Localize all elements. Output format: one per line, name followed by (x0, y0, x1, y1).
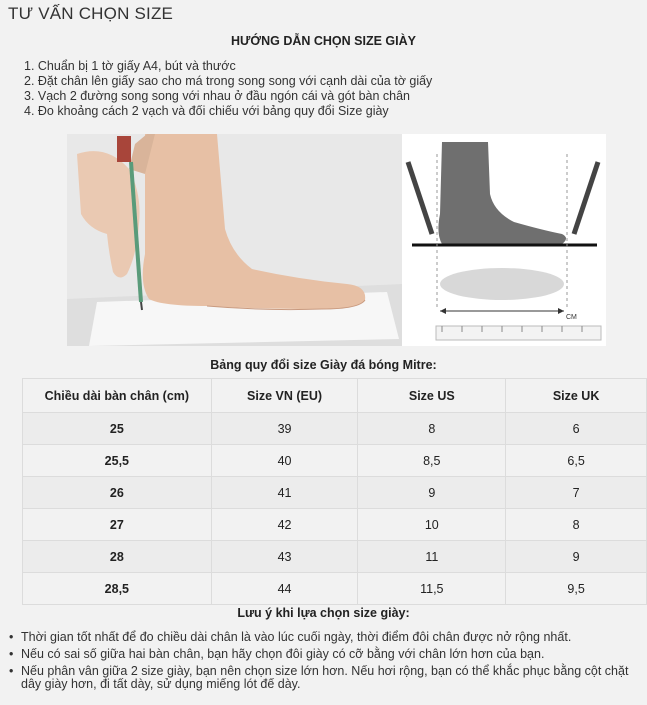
table-cell: 43 (211, 541, 358, 573)
table-cell: 6 (506, 413, 647, 445)
page-title: TƯ VẤN CHỌN SIZE (8, 4, 174, 23)
measurement-diagram (402, 134, 606, 346)
note-item (8, 648, 644, 661)
note-text: Nếu có sai số giữa hai bàn chân, bạn hãy chọn đôi giày có cỡ bằng với chân lớn hơn của bạn. (21, 647, 545, 661)
table-header-row (23, 379, 647, 413)
table-cell: 26 (23, 477, 212, 509)
table-row (23, 573, 647, 605)
table-cell: 28,5 (23, 573, 212, 605)
table-row (23, 445, 647, 477)
notes-title: Lưu ý khi lựa chọn size giày: (237, 606, 410, 620)
column-header: Chiều dài bàn chân (cm) (23, 379, 212, 413)
step-item: 4. Đo khoảng cách 2 vạch và đối chiếu với bảng quy đổi Size giày (24, 104, 389, 118)
steps-list (24, 59, 432, 119)
table-cell: 27 (23, 509, 212, 541)
step-item: 1. Chuẩn bị 1 tờ giấy A4, bút và thước (24, 59, 236, 73)
column-header: Size UK (506, 379, 647, 413)
table-title: Bảng quy đổi size Giày đá bóng Mitre: (210, 358, 437, 372)
table-cell: 25 (23, 413, 212, 445)
table-cell: 28 (23, 541, 212, 573)
table-cell: 25,5 (23, 445, 212, 477)
table-cell: 9 (358, 477, 506, 509)
table-cell: 11 (358, 541, 506, 573)
measurement-illustration (67, 134, 606, 346)
note-text: Nếu phân vân giữa 2 size giày, bạn nên chọn size lớn hơn. Nếu hơi rộng, bạn có thể khắc phục bằng cột chặt dây giày hơn, đi tất dày, sử dụng miếng lót đế dày. (21, 664, 629, 691)
table-cell: 40 (211, 445, 358, 477)
foot-photo-art (67, 134, 402, 346)
table-row (23, 413, 647, 445)
table-cell: 10 (358, 509, 506, 541)
bullet-icon: • (9, 630, 14, 644)
table-cell: 44 (211, 573, 358, 605)
note-item (8, 665, 644, 691)
bullet-icon: • (9, 664, 14, 678)
table-cell: 39 (211, 413, 358, 445)
table-row (23, 541, 647, 573)
cm-label: CM (566, 314, 577, 321)
table-cell: 6,5 (506, 445, 647, 477)
table-cell: 41 (211, 477, 358, 509)
table-cell: 8 (506, 509, 647, 541)
table-cell: 11,5 (358, 573, 506, 605)
table-cell: 9,5 (506, 573, 647, 605)
measurement-diagram-art (402, 134, 606, 346)
table-row (23, 477, 647, 509)
column-header: Size VN (EU) (211, 379, 358, 413)
table-row (23, 509, 647, 541)
notes-list (8, 631, 644, 695)
guide-title: HƯỚNG DẪN CHỌN SIZE GIÀY (231, 34, 416, 48)
table-cell: 8 (358, 413, 506, 445)
table-cell: 42 (211, 509, 358, 541)
column-header: Size US (358, 379, 506, 413)
step-item: 2. Đặt chân lên giấy sao cho má trong song song với cạnh dài của tờ giấy (24, 74, 433, 88)
foot-photo (67, 134, 402, 346)
table-cell: 8,5 (358, 445, 506, 477)
table-cell: 7 (506, 477, 647, 509)
step-item: 3. Vạch 2 đường song song với nhau ở đầu ngón cái và gót bàn chân (24, 89, 411, 103)
size-conversion-table (22, 378, 647, 605)
table-cell: 9 (506, 541, 647, 573)
note-item (8, 631, 644, 644)
note-text: Thời gian tốt nhất để đo chiều dài chân là vào lúc cuối ngày, thời điểm đôi chân được nở rộng nhất. (21, 630, 572, 644)
bullet-icon: • (9, 647, 14, 661)
